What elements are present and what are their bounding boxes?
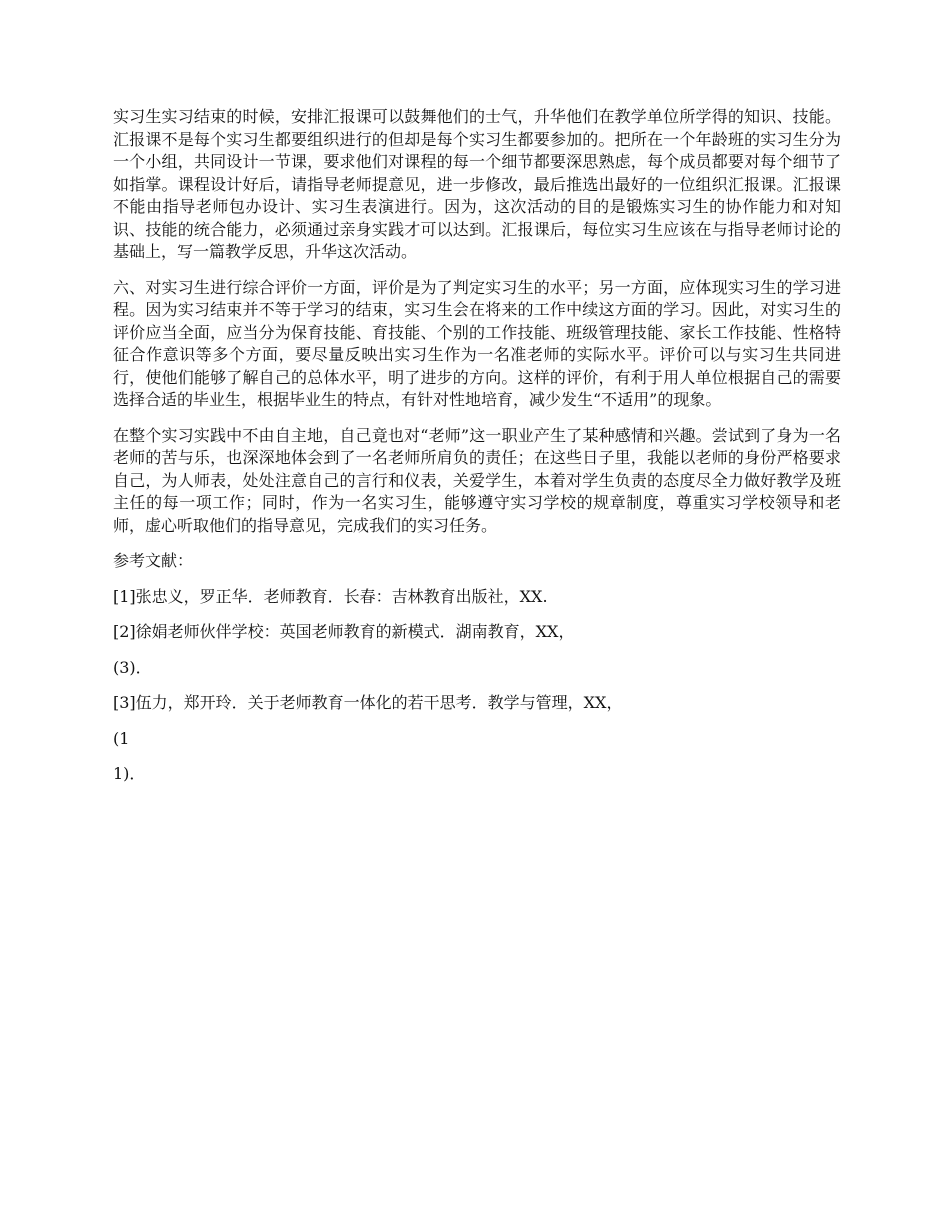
reference-line: [1]张忠义，罗正华．老师教育．长春：吉林教育出版社，XX. bbox=[113, 586, 548, 606]
paragraph-debrief-lesson: 实习生实习结束的时候，安排汇报课可以鼓舞他们的士气，升华他们在教学单位所学得的知识、技能。汇报课不是每个实习生都要组织进行的但却是每个实习生都要参加的。把所在一个年龄班的实习生分为一个小组，共同设计一节课，要求他们对课程的每一个细节都要深思熟虑，每个成员都要对每个细节了如指掌。课程设计好后，请指导老师提意见，进一步修改，最后推选出最好的一位组织汇报课。汇报课不能由指导老师包办设计、实习生表演进行。因为，这次活动的目的是锻炼实习生的协作能力和对知识、技能的统合能力，必须通过亲身实践才可以达到。汇报课后，每位实习生应该在与指导老师讨论的基础上，写一篇教学反思，升华这次活动。 bbox=[113, 107, 841, 261]
paragraph-reflection: 在整个实习实践中不由自主地，自己竟也对“老师”这一职业产生了某种感情和兴趣。尝试到了身为一名老师的苦与乐，也深深地体会到了一名老师所肩负的责任；在这些日子里，我能以老师的身份严格要求自己，为人师表，处处注意自己的言行和仪表，关爱学生，本着对学生负责的态度尽全力做好教学及班主任的每一项工作；同时，作为一名实习生，能够遵守实习学校的规章制度，尊重实习学校领导和老师，虚心听取他们的指导意见，完成我们的实习任务。 bbox=[113, 425, 841, 535]
reference-line: [2]徐娟老师伙伴学校：英国老师教育的新模式．湖南教育，XX， bbox=[113, 622, 575, 641]
references-heading: 参考文献： bbox=[113, 551, 194, 570]
document-page bbox=[113, 106, 841, 799]
reference-line: 1)． bbox=[113, 764, 146, 783]
reference-line: (3)． bbox=[113, 657, 152, 677]
reference-line: [3]伍力，郑开玲．关于老师教育一体化的若干思考．教学与管理，XX， bbox=[113, 693, 623, 712]
paragraph-evaluation: 六、对实习生进行综合评价一方面，评价是为了判定实习生的水平；另一方面，应体现实习生的学习进程。因为实习结束并不等于学习的结束，实习生会在将来的工作中续这方面的学习。因此，对实习生的评价应当全面，应当分为保育技能、育技能、个别的工作技能、班级管理技能、家长工作技能、性格特征合作意识等多个方面，要尽量反映出实习生作为一名准老师的实际水平。评价可以与实习生共同进行，使他们能够了解自己的总体水平，明了进步的方向。这样的评价，有利于用人单位根据自己的需要选择合适的毕业生，根据毕业生的特点，有针对性地培育，减少发生“不适用”的现象。 bbox=[113, 277, 841, 409]
reference-line: (1 bbox=[113, 728, 130, 748]
